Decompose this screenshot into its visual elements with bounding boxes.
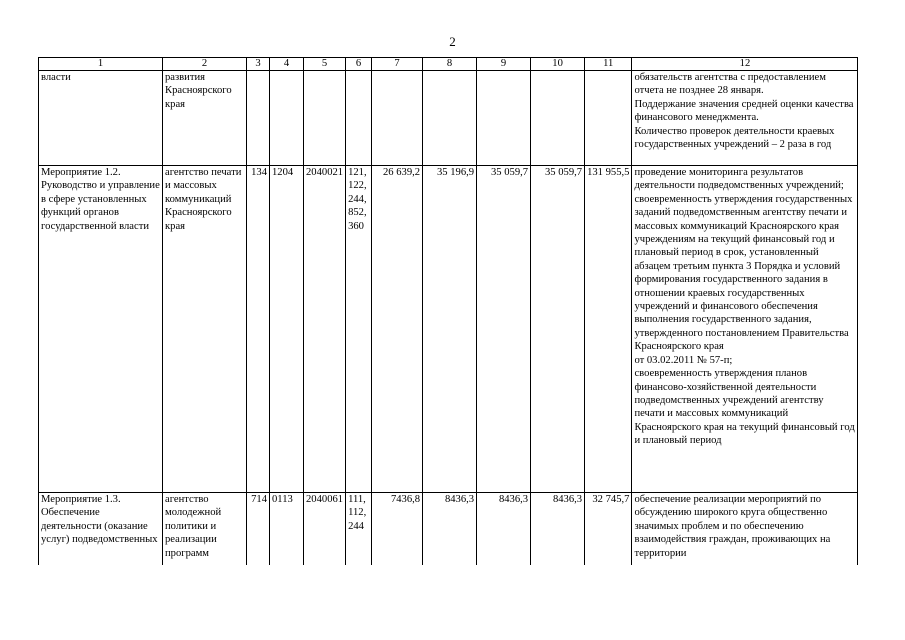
amount-cell xyxy=(423,71,477,166)
executor-cell: агентство печати и массовых коммуникаций Красноярского края xyxy=(163,166,247,493)
csr-cell: 2040061 xyxy=(304,493,346,565)
column-header: 3 xyxy=(247,58,270,71)
program-table xyxy=(38,57,858,565)
column-header: 4 xyxy=(270,58,304,71)
grbs-cell xyxy=(247,71,270,166)
activity-cell: Мероприятие 1.2. Руководство и управление в сфере установленных функций органов государственной власти xyxy=(39,166,163,493)
expected-result-cell: обеспечение реализации мероприятий по обсуждению широкого круга общественно значимых проблем и по обеспечению взаимодействия граждан, проживающих на территории xyxy=(632,493,858,565)
amount-cell: 26 639,2 xyxy=(372,166,423,493)
rzpr-cell: 1204 xyxy=(270,166,304,493)
table-row xyxy=(39,166,858,493)
column-header: 5 xyxy=(304,58,346,71)
rzpr-cell xyxy=(270,71,304,166)
grbs-cell: 134 xyxy=(247,166,270,493)
column-header: 1 xyxy=(39,58,163,71)
executor-cell: развития Красноярского края xyxy=(163,71,247,166)
executor-cell: агентство молодежной политики и реализации программ xyxy=(163,493,247,565)
amount-cell: 35 196,9 xyxy=(423,166,477,493)
column-header: 7 xyxy=(372,58,423,71)
column-header: 8 xyxy=(423,58,477,71)
csr-cell xyxy=(304,71,346,166)
amount-cell: 8436,3 xyxy=(531,493,585,565)
total-cell: 131 955,5 xyxy=(585,166,632,493)
column-header: 12 xyxy=(632,58,858,71)
column-header: 6 xyxy=(346,58,372,71)
total-cell: 32 745,7 xyxy=(585,493,632,565)
column-header: 11 xyxy=(585,58,632,71)
csr-cell: 2040021 xyxy=(304,166,346,493)
amount-cell: 8436,3 xyxy=(423,493,477,565)
grbs-cell: 714 xyxy=(247,493,270,565)
amount-cell xyxy=(531,71,585,166)
vr-cell: 121, 122, 244, 852, 360 xyxy=(346,166,372,493)
amount-cell: 35 059,7 xyxy=(531,166,585,493)
rzpr-cell: 0113 xyxy=(270,493,304,565)
total-cell xyxy=(585,71,632,166)
expected-result-cell: обязательств агентства с предоставлением отчета не позднее 28 января. Поддержание значения средней оценки качества финансового менеджмента. Количество проверок деятельности краевых государственных учреждений – 2 раза в год xyxy=(632,71,858,166)
column-header: 9 xyxy=(477,58,531,71)
column-header-row xyxy=(39,58,858,71)
page-number: 2 xyxy=(449,34,456,49)
table-row xyxy=(39,71,858,166)
amount-cell xyxy=(477,71,531,166)
activity-cell: Мероприятие 1.3. Обеспечение деятельности (оказание услуг) подведомственных xyxy=(39,493,163,565)
amount-cell xyxy=(372,71,423,166)
amount-cell: 8436,3 xyxy=(477,493,531,565)
table-row xyxy=(39,493,858,565)
vr-cell: 111, 112, 244 xyxy=(346,493,372,565)
column-header: 10 xyxy=(531,58,585,71)
vr-cell xyxy=(346,71,372,166)
amount-cell: 7436,8 xyxy=(372,493,423,565)
expected-result-cell: проведение мониторинга результатов деятельности подведомственных учреждений; своевременность утверждения государственных заданий подведомственным агентству печати и массовых коммуникаций Красноярского края учреждениям на текущий финансовый год и плановый период в срок, установленный абзацем третьим пункта 3 Порядка и условий формирования государственного задания в отношении краевых государственных учреждений и финансового обеспечения выполнения государственного задания, утвержденного постановлением Правительства Красноярского края от 03.02.2011 № 57-п; своевременность утверждения планов финансово-хозяйственной деятельности подведомственных учреждений агентству печати и массовых коммуникаций Красноярского края на текущий финансовый год и плановый период xyxy=(632,166,858,493)
amount-cell: 35 059,7 xyxy=(477,166,531,493)
column-header: 2 xyxy=(163,58,247,71)
activity-cell: власти xyxy=(39,71,163,166)
